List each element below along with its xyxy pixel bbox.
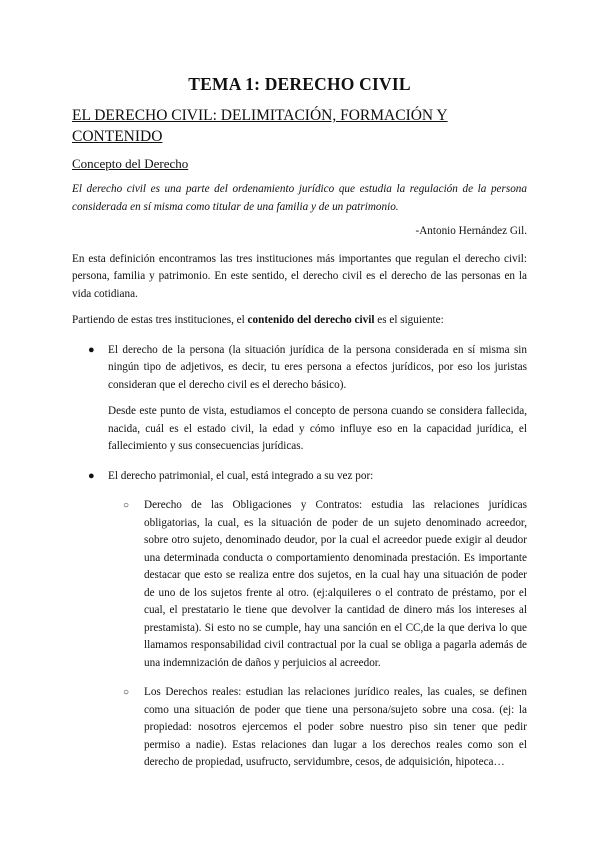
bullet-icon: ● [88,469,95,482]
document-page [72,74,527,784]
sub-list-item-text: Los Derechos reales: estudian las relaciones jurídico reales, las cuales, se definen como una situación de poder que tiene una persona/sujeto sobre una cosa. (ej: la propiedad: nosotros ejercemos el poder sobre nuestro piso sin tener que pedir permiso a nadie). Estas relaciones dan lugar a los derechos reales como son el derecho de propiedad, usufructo, servidumbre, cesos, de adquisición, hipoteca… [144,686,527,768]
paragraph-content-intro [72,312,527,330]
list-item-extra-paragraph: Desde este punto de vista, estudiamos el concepto de persona cuando se considera fallecida, nacida, cuál es el estado civil, la edad y cómo influye eso en la capacidad jurídica, el fallecimiento y sus consecuencias jurídicas. [108,405,527,452]
list-item-text: El derecho de la persona (la situación jurídica de la persona considerada en sí misma sin ningún tipo de adjetivos, es decir, tu eres persona a efectos jurídicos, por eso los juristas consideran que el derecho civil es el derecho básico). [108,343,527,391]
intro-text-before: Partiendo de estas tres instituciones, el [72,314,248,326]
paragraph-institutions: En esta definición encontramos las tres instituciones más importantes que regulan el derecho civil: persona, familia y patrimonio. En este sentido, el derecho civil es el derecho de las personas en la vida cotidiana. [72,252,527,300]
circle-bullet-icon: ○ [123,687,130,698]
list-item-text: El derecho patrimonial, el cual, está integrado a su vez por: [108,469,374,482]
list-item-patrimonial [72,468,527,772]
document-title: TEMA 1: DERECHO CIVIL [188,74,411,94]
definition-quote: El derecho civil es una parte del ordenamiento jurídico que estudia la regulación de la persona considerada en sí misma como titular de una familia y de un patrimonio. [72,183,527,213]
intro-text-after: es el siguiente: [374,314,444,326]
section-heading: EL DERECHO CIVIL: DELIMITACIÓN, FORMACIÓN Y CONTENIDO [72,107,448,145]
sub-list-item-obligaciones [108,497,527,672]
sub-list-item-text: Derecho de las Obligaciones y Contratos: estudia las relaciones jurídicas obligatorias, la cual, es la situación de poder de un sujeto denominado acreedor, sobre otro sujeto, denominado deudor, por la cual el acreedor puede exigir al deudor una determinada conducta o comportamiento denominada prestación. Es importante destacar que esto se realiza entre dos sujetos, en la cual hay una situación de poder de uno de los sujetos frente al otro. (ej:alquileres o el contrato de préstamo, por el cual, el prestatario le tiene que devolver la cantidad de dinero más los intereses al prestamista). Si esto no se cumple, hay una sanción en el CC,de la que deriva lo que llamamos responsabilidad civil contractual por la cual se obliga a pagarla además de una indemnización de daños y perjuicios al acreedor. [144,499,527,669]
list-item-persona [72,342,527,456]
subsection-heading: Concepto del Derecho [72,156,189,171]
intro-text-bold: contenido del derecho civil [247,314,375,326]
content-list [72,342,527,772]
quote-author: -Antonio Hernández Gil. [415,225,527,237]
circle-bullet-icon: ○ [123,500,130,511]
bullet-icon: ● [88,343,95,356]
sub-list [108,497,527,772]
sub-list-item-derechos-reales [108,684,527,772]
